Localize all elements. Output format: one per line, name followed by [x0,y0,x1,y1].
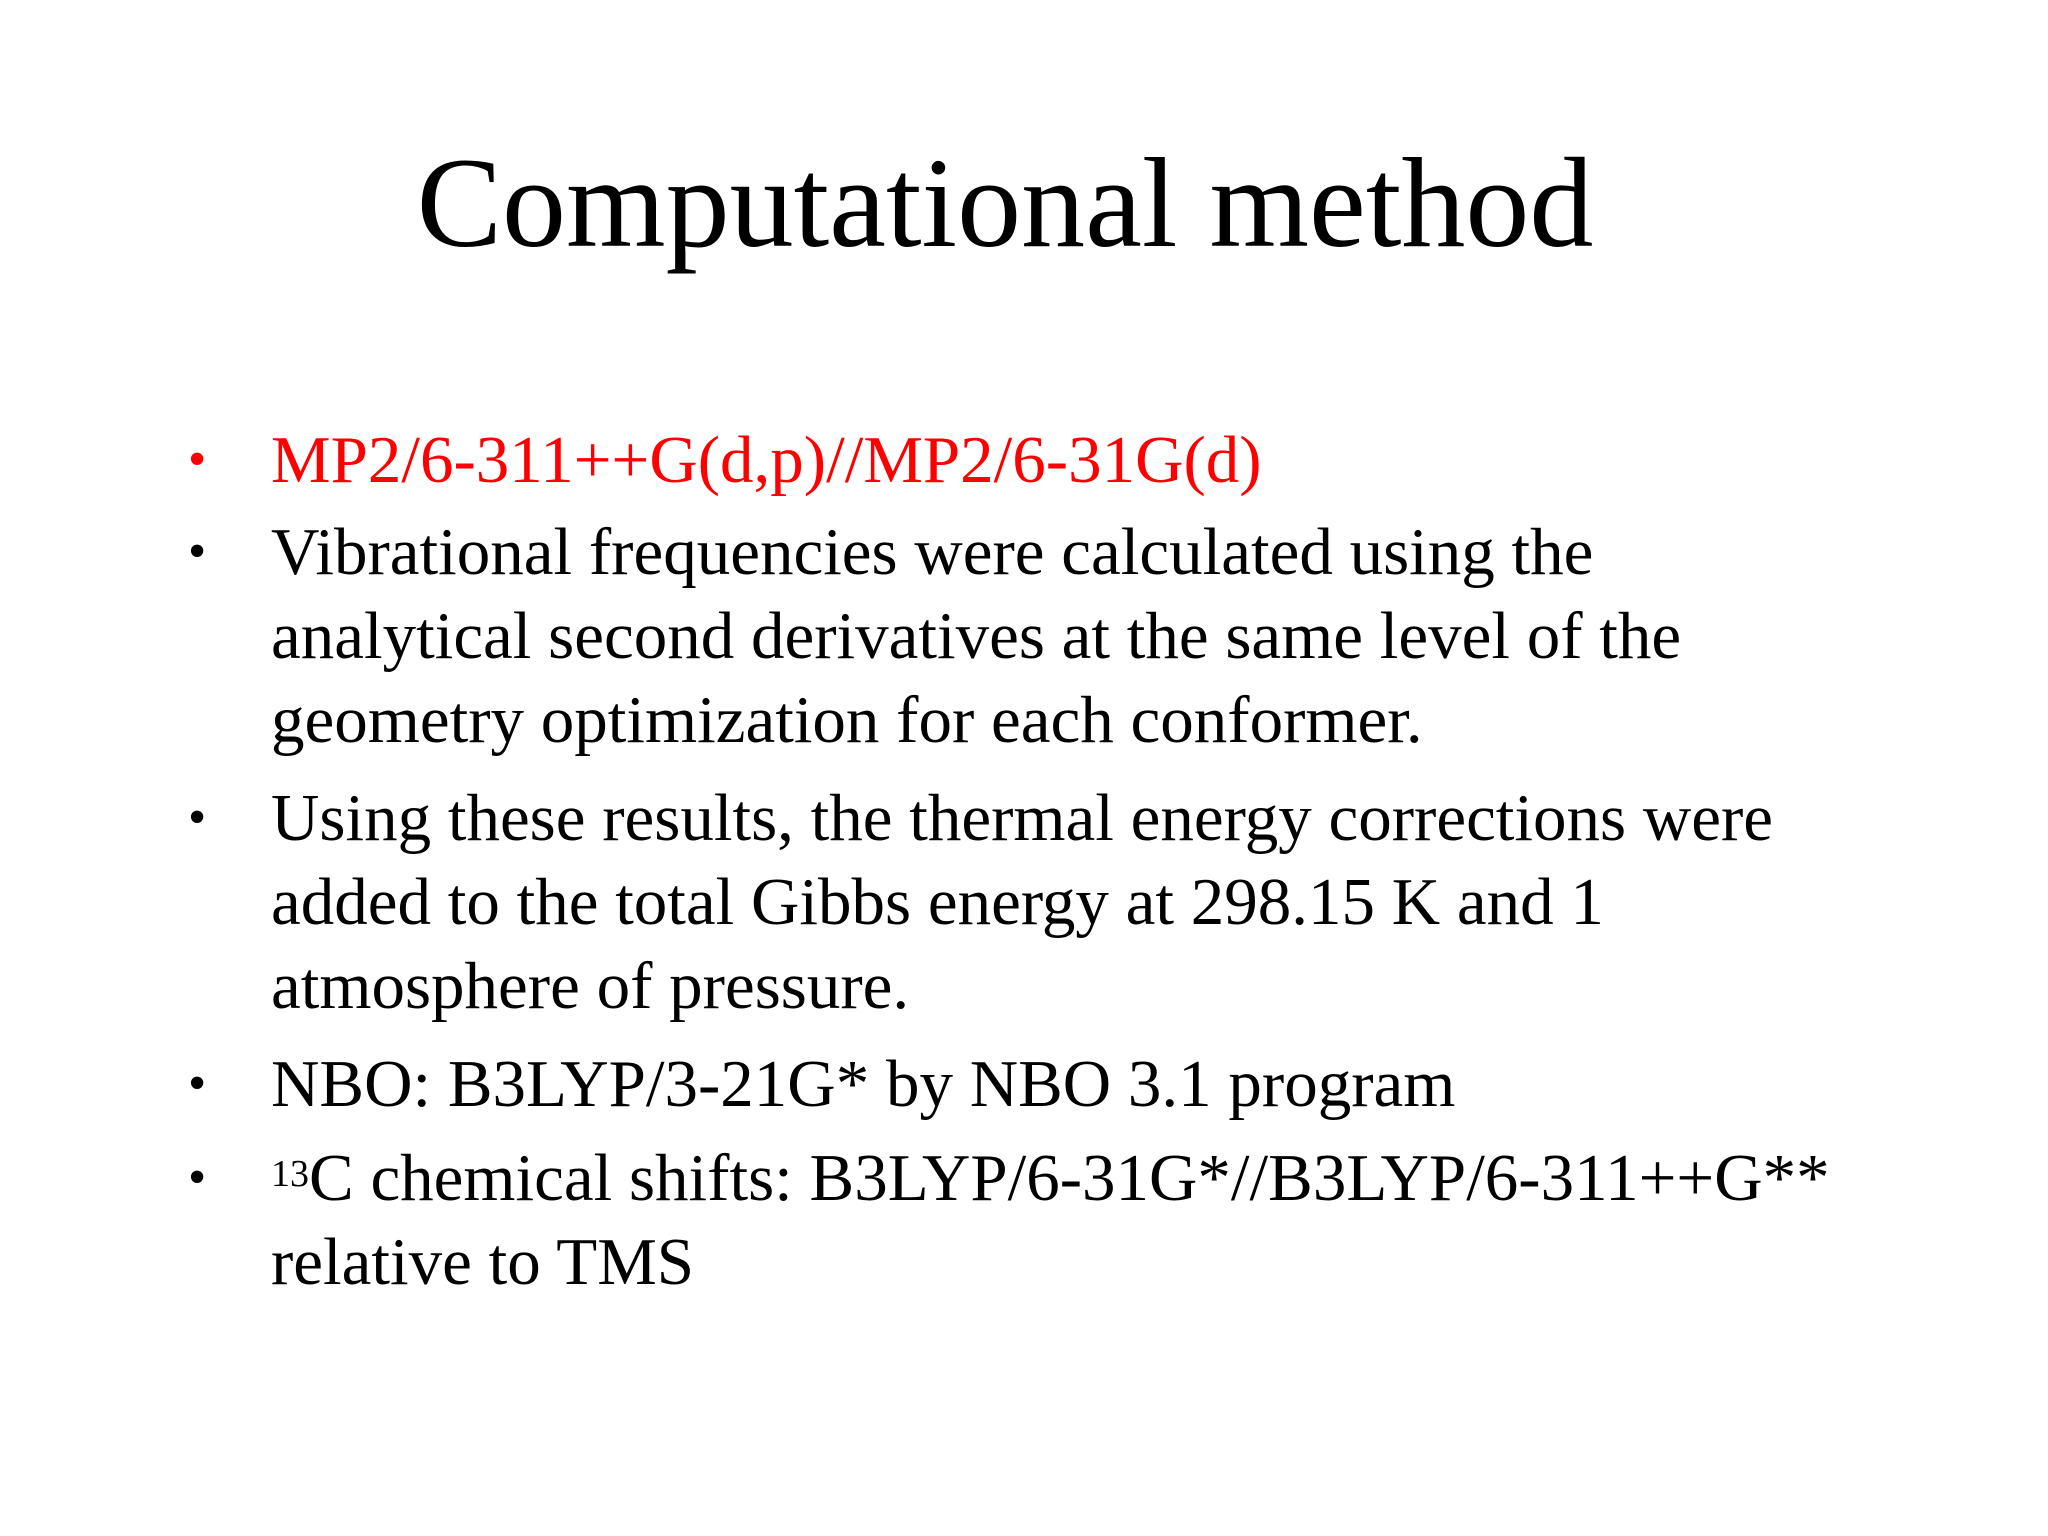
bullet-line: added to the total Gibbs energy at 298.15 K and 1 [271,865,1604,939]
bullet-text [271,510,1971,762]
bullet-marker: • [188,1055,207,1112]
bullet-marker: • [188,431,207,488]
bullet-marker: • [188,789,207,846]
bullet-marker: • [188,1149,207,1206]
bullet-line: geometry optimization for each conformer. [271,683,1423,757]
bullet-line-text: C chemical shifts: B3LYP/6-31G*//B3LYP/6-311++G** [309,1141,1830,1215]
bullet-line: relative to TMS [271,1225,695,1299]
bullet-text [271,1042,1971,1126]
bullet-line: NBO: B3LYP/3-21G* by NBO 3.1 program [271,1047,1456,1121]
isotope-superscript: 13 [271,1153,309,1195]
bullet-text [271,418,1971,502]
bullet-line: Using these results, the thermal energy corrections were [271,781,1774,855]
bullet-line [271,1136,1971,1220]
bullet-text [271,776,1971,1028]
bullet-line: analytical second derivatives at the same level of the [271,599,1682,673]
bullet-text [271,1136,1971,1304]
slide-title: Computational method [416,132,1594,274]
bullet-line: MP2/6-311++G(d,p)//MP2/6-31G(d) [271,423,1262,497]
bullet-line: atmosphere of pressure. [271,949,910,1023]
bullet-line: Vibrational frequencies were calculated using the [271,515,1594,589]
bullet-marker: • [188,523,207,580]
